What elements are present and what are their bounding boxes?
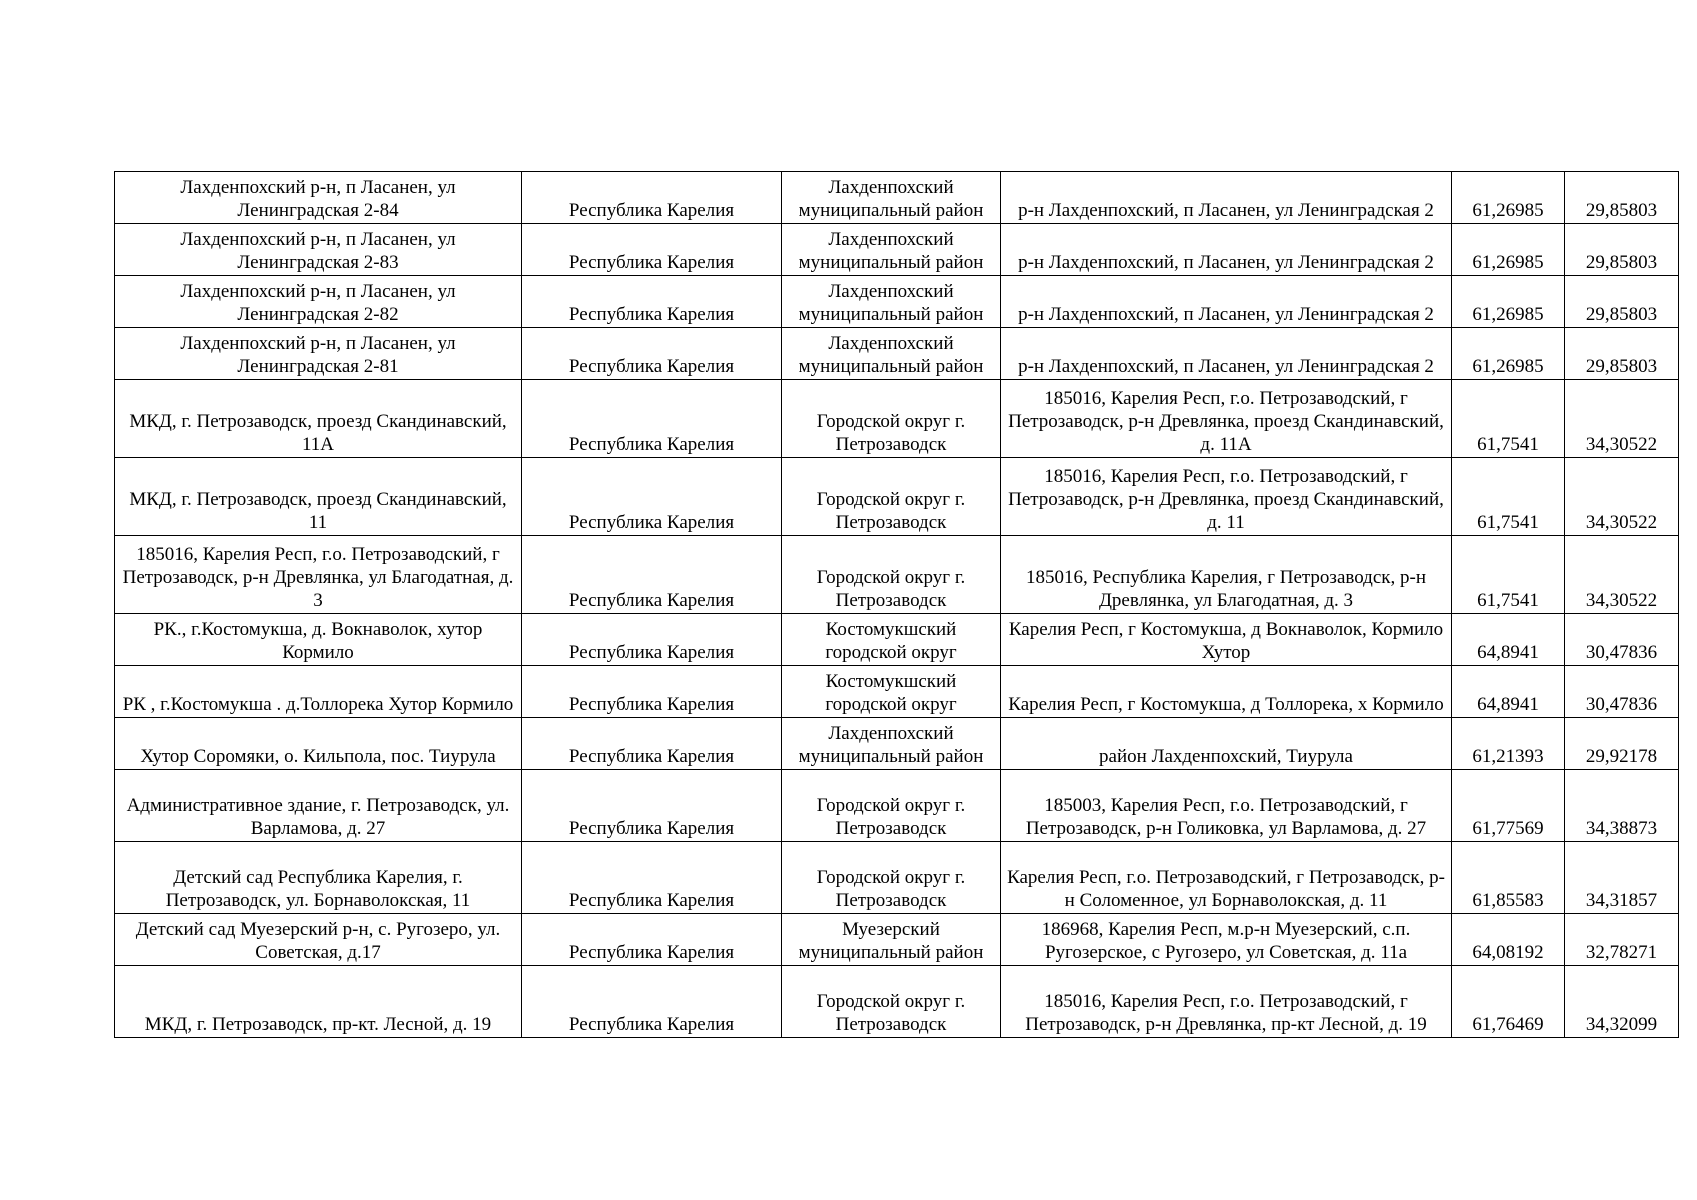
address-cell: Карелия Респ, г Костомукша, д Вокнаволок, Кормило Хутор bbox=[1001, 614, 1452, 666]
table-row bbox=[115, 224, 1679, 276]
latitude-cell: 64,08192 bbox=[1452, 914, 1565, 966]
address-cell: р-н Лахденпохский, п Ласанен, ул Ленинградская 2 bbox=[1001, 224, 1452, 276]
region-cell: Республика Карелия bbox=[522, 458, 782, 536]
latitude-cell: 61,26985 bbox=[1452, 276, 1565, 328]
latitude-cell: 61,77569 bbox=[1452, 770, 1565, 842]
municipality-cell: Костомукшский городской округ bbox=[782, 614, 1001, 666]
municipality-cell: Городской округ г. Петрозаводск bbox=[782, 536, 1001, 614]
region-cell: Республика Карелия bbox=[522, 276, 782, 328]
object-name-cell: 185016, Карелия Респ, г.о. Петрозаводский, г Петрозаводск, р-н Древлянка, ул Благодатная, д. 3 bbox=[115, 536, 522, 614]
object-name-cell: Лахденпохский р-н, п Ласанен, ул Ленинградская 2-84 bbox=[115, 172, 522, 224]
longitude-cell: 34,31857 bbox=[1565, 842, 1679, 914]
table-row bbox=[115, 276, 1679, 328]
latitude-cell: 61,21393 bbox=[1452, 718, 1565, 770]
latitude-cell: 61,7541 bbox=[1452, 458, 1565, 536]
address-cell: Карелия Респ, г.о. Петрозаводский, г Петрозаводск, р-н Соломенное, ул Борнаволокская, д. 11 bbox=[1001, 842, 1452, 914]
longitude-cell: 30,47836 bbox=[1565, 666, 1679, 718]
municipality-cell: Лахденпохский муниципальный район bbox=[782, 172, 1001, 224]
municipality-cell: Городской округ г. Петрозаводск bbox=[782, 770, 1001, 842]
latitude-cell: 61,85583 bbox=[1452, 842, 1565, 914]
object-name-cell: Лахденпохский р-н, п Ласанен, ул Ленинградская 2-83 bbox=[115, 224, 522, 276]
table-row bbox=[115, 666, 1679, 718]
longitude-cell: 34,30522 bbox=[1565, 458, 1679, 536]
region-cell: Республика Карелия bbox=[522, 172, 782, 224]
municipality-cell: Лахденпохский муниципальный район bbox=[782, 276, 1001, 328]
table-row bbox=[115, 842, 1679, 914]
region-cell: Республика Карелия bbox=[522, 914, 782, 966]
longitude-cell: 34,38873 bbox=[1565, 770, 1679, 842]
table-row bbox=[115, 536, 1679, 614]
municipality-cell: Лахденпохский муниципальный район bbox=[782, 224, 1001, 276]
address-cell: р-н Лахденпохский, п Ласанен, ул Ленинградская 2 bbox=[1001, 328, 1452, 380]
object-name-cell: Хутор Соромяки, о. Кильпола, пос. Тиурула bbox=[115, 718, 522, 770]
longitude-cell: 34,32099 bbox=[1565, 966, 1679, 1038]
region-cell: Республика Карелия bbox=[522, 328, 782, 380]
latitude-cell: 61,76469 bbox=[1452, 966, 1565, 1038]
longitude-cell: 29,85803 bbox=[1565, 328, 1679, 380]
region-cell: Республика Карелия bbox=[522, 380, 782, 458]
table-row bbox=[115, 380, 1679, 458]
object-name-cell: МКД, г. Петрозаводск, пр-кт. Лесной, д. 19 bbox=[115, 966, 522, 1038]
longitude-cell: 29,85803 bbox=[1565, 172, 1679, 224]
address-cell: 185016, Карелия Респ, г.о. Петрозаводский, г Петрозаводск, р-н Древлянка, проезд Скандинавский, д. 11А bbox=[1001, 380, 1452, 458]
municipality-cell: Городской округ г. Петрозаводск bbox=[782, 842, 1001, 914]
table-row bbox=[115, 328, 1679, 380]
longitude-cell: 34,30522 bbox=[1565, 380, 1679, 458]
table-row bbox=[115, 770, 1679, 842]
objects-table bbox=[114, 171, 1679, 1038]
municipality-cell: Городской округ г. Петрозаводск bbox=[782, 458, 1001, 536]
region-cell: Республика Карелия bbox=[522, 966, 782, 1038]
municipality-cell: Городской округ г. Петрозаводск bbox=[782, 966, 1001, 1038]
latitude-cell: 61,26985 bbox=[1452, 224, 1565, 276]
municipality-cell: Лахденпохский муниципальный район bbox=[782, 718, 1001, 770]
region-cell: Республика Карелия bbox=[522, 666, 782, 718]
region-cell: Республика Карелия bbox=[522, 718, 782, 770]
object-name-cell: МКД, г. Петрозаводск, проезд Скандинавский, 11А bbox=[115, 380, 522, 458]
municipality-cell: Городской округ г. Петрозаводск bbox=[782, 380, 1001, 458]
address-cell: 186968, Карелия Респ, м.р-н Муезерский, с.п. Ругозерское, с Ругозеро, ул Советская, д. 11а bbox=[1001, 914, 1452, 966]
latitude-cell: 61,26985 bbox=[1452, 328, 1565, 380]
longitude-cell: 29,85803 bbox=[1565, 276, 1679, 328]
longitude-cell: 29,85803 bbox=[1565, 224, 1679, 276]
address-cell: 185003, Карелия Респ, г.о. Петрозаводский, г Петрозаводск, р-н Голиковка, ул Варламова, д. 27 bbox=[1001, 770, 1452, 842]
object-name-cell: МКД, г. Петрозаводск, проезд Скандинавский, 11 bbox=[115, 458, 522, 536]
address-cell: 185016, Карелия Респ, г.о. Петрозаводский, г Петрозаводск, р-н Древлянка, пр-кт Лесной, д. 19 bbox=[1001, 966, 1452, 1038]
region-cell: Республика Карелия bbox=[522, 614, 782, 666]
address-cell: 185016, Республика Карелия, г Петрозаводск, р-н Древлянка, ул Благодатная, д. 3 bbox=[1001, 536, 1452, 614]
address-cell: район Лахденпохский, Тиурула bbox=[1001, 718, 1452, 770]
longitude-cell: 32,78271 bbox=[1565, 914, 1679, 966]
object-name-cell: РК., г.Костомукша, д. Вокнаволок, хутор Кормило bbox=[115, 614, 522, 666]
table-row bbox=[115, 172, 1679, 224]
region-cell: Республика Карелия bbox=[522, 224, 782, 276]
table-row bbox=[115, 614, 1679, 666]
latitude-cell: 64,8941 bbox=[1452, 614, 1565, 666]
latitude-cell: 61,26985 bbox=[1452, 172, 1565, 224]
latitude-cell: 61,7541 bbox=[1452, 536, 1565, 614]
object-name-cell: РК , г.Костомукша . д.Толлорека Хутор Кормило bbox=[115, 666, 522, 718]
longitude-cell: 29,92178 bbox=[1565, 718, 1679, 770]
object-name-cell: Лахденпохский р-н, п Ласанен, ул Ленинградская 2-81 bbox=[115, 328, 522, 380]
latitude-cell: 61,7541 bbox=[1452, 380, 1565, 458]
region-cell: Республика Карелия bbox=[522, 770, 782, 842]
table-row bbox=[115, 966, 1679, 1038]
object-name-cell: Детский сад Республика Карелия, г. Петрозаводск, ул. Борнаволокская, 11 bbox=[115, 842, 522, 914]
region-cell: Республика Карелия bbox=[522, 536, 782, 614]
municipality-cell: Лахденпохский муниципальный район bbox=[782, 328, 1001, 380]
latitude-cell: 64,8941 bbox=[1452, 666, 1565, 718]
object-name-cell: Детский сад Муезерский р-н, с. Ругозеро, ул. Советская, д.17 bbox=[115, 914, 522, 966]
region-cell: Республика Карелия bbox=[522, 842, 782, 914]
table-row bbox=[115, 914, 1679, 966]
municipality-cell: Костомукшский городской округ bbox=[782, 666, 1001, 718]
municipality-cell: Муезерский муниципальный район bbox=[782, 914, 1001, 966]
table-row bbox=[115, 718, 1679, 770]
table-row bbox=[115, 458, 1679, 536]
object-name-cell: Лахденпохский р-н, п Ласанен, ул Ленинградская 2-82 bbox=[115, 276, 522, 328]
object-name-cell: Административное здание, г. Петрозаводск, ул. Варламова, д. 27 bbox=[115, 770, 522, 842]
longitude-cell: 34,30522 bbox=[1565, 536, 1679, 614]
address-cell: р-н Лахденпохский, п Ласанен, ул Ленинградская 2 bbox=[1001, 276, 1452, 328]
address-cell: Карелия Респ, г Костомукша, д Толлорека, х Кормило bbox=[1001, 666, 1452, 718]
address-cell: р-н Лахденпохский, п Ласанен, ул Ленинградская 2 bbox=[1001, 172, 1452, 224]
longitude-cell: 30,47836 bbox=[1565, 614, 1679, 666]
address-cell: 185016, Карелия Респ, г.о. Петрозаводский, г Петрозаводск, р-н Древлянка, проезд Скандинавский, д. 11 bbox=[1001, 458, 1452, 536]
